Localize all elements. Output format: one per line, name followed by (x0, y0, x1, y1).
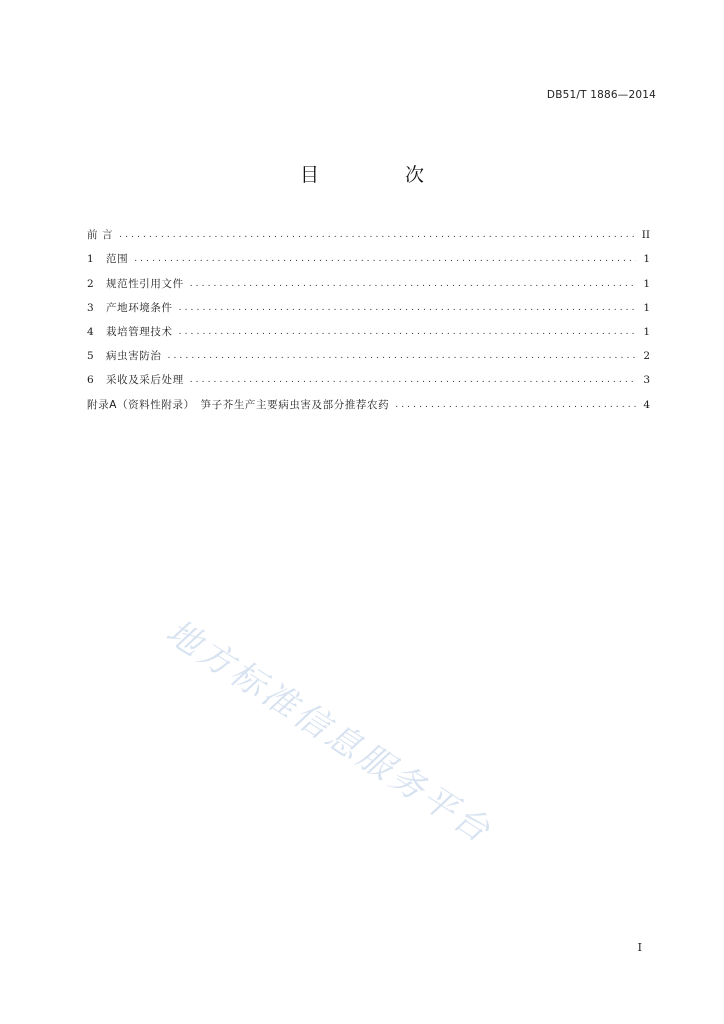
page-title: 目 次 (299, 164, 465, 186)
toc-section-number: 1 (87, 253, 95, 266)
table-of-contents (87, 218, 650, 412)
toc-page-number: 1 (643, 325, 650, 338)
toc-entry-pest-control[interactable] (87, 339, 650, 363)
toc-page-number: II (641, 229, 650, 242)
toc-entry-harvest[interactable] (87, 363, 650, 387)
toc-section-number: 5 (87, 350, 95, 363)
toc-page-number: 4 (643, 398, 650, 411)
toc-section-number: 4 (87, 325, 95, 338)
toc-entry-cultivation[interactable] (87, 315, 650, 339)
toc-leader-dots (168, 350, 637, 363)
toc-label: 1 范围 (87, 253, 129, 266)
toc-leader-dots (395, 399, 636, 412)
toc-section-number: 3 (87, 301, 95, 314)
toc-label: 2 规范性引用文件 (87, 277, 184, 290)
toc-label: 6 采收及采后处理 (87, 374, 184, 387)
toc-entry-scope[interactable] (87, 242, 650, 266)
toc-leader-dots (190, 374, 636, 387)
toc-page-number: 1 (643, 277, 650, 290)
toc-leader-dots (190, 278, 636, 291)
toc-page-number: 3 (643, 374, 650, 387)
toc-label: 附录A（资料性附录） 笋子芥生产主要病虫害及部分推荐农药 (87, 398, 390, 411)
toc-leader-dots (179, 302, 636, 315)
toc-leader-dots (134, 253, 636, 266)
toc-entry-normative-references[interactable] (87, 266, 650, 290)
watermark-text: 地方标准信息服务平台 (158, 611, 500, 853)
toc-label: 5 病虫害防治 (87, 350, 162, 363)
standard-code: DB51/T 1886—2014 (546, 89, 656, 101)
toc-leader-dots (179, 326, 636, 339)
toc-page-number: 2 (643, 350, 650, 363)
toc-label: 3 产地环境条件 (87, 301, 173, 314)
toc-page-number: 1 (643, 301, 650, 314)
toc-entry-environment[interactable] (87, 291, 650, 315)
toc-section-number: 2 (87, 277, 95, 290)
toc-entry-appendix-a[interactable] (87, 387, 650, 411)
toc-page-number: 1 (643, 253, 650, 266)
toc-section-number: 6 (87, 374, 95, 387)
toc-label: 前 言 (87, 229, 114, 242)
toc-leader-dots (119, 229, 636, 242)
toc-entry-foreword[interactable] (87, 218, 650, 242)
page-number: I (637, 941, 642, 954)
toc-label: 4 栽培管理技术 (87, 325, 173, 338)
